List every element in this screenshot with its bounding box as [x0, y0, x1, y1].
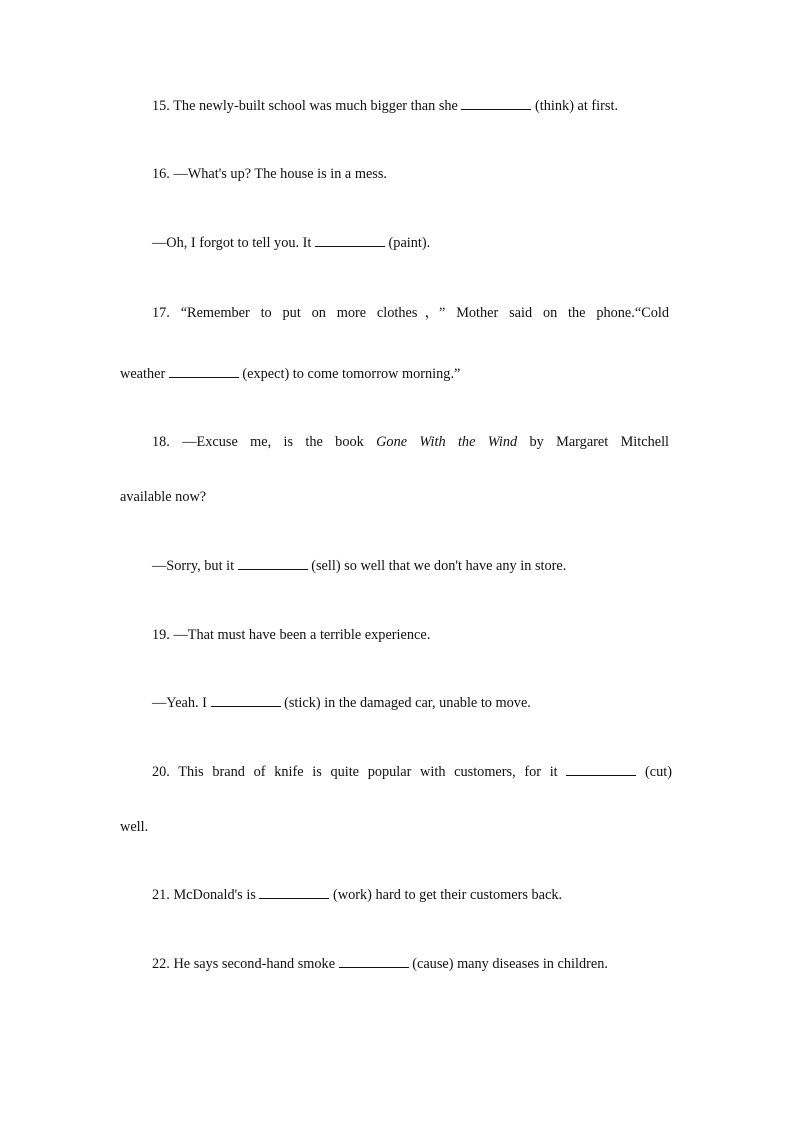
- question-22: [152, 955, 608, 973]
- question-16-reply: [152, 234, 430, 252]
- question-text: —Oh, I forgot to tell you. It: [152, 235, 312, 251]
- question-text: (think) at first.: [535, 98, 619, 114]
- question-text: McDonald's is: [173, 887, 256, 903]
- question-text: —Yeah. I: [152, 695, 207, 711]
- question-text: (expect) to come tomorrow morning.”: [242, 366, 461, 382]
- question-text: (cause) many diseases in children.: [412, 956, 608, 972]
- question-text: This brand of knife is quite popular with customers, for it: [178, 764, 558, 780]
- question-text: The newly-built school was much bigger than she: [173, 98, 458, 114]
- question-text: (paint).: [388, 235, 431, 251]
- question-text: He says second-hand smoke: [173, 956, 336, 972]
- question-text: —What's up? The house is in a mess.: [173, 166, 388, 182]
- question-19: [152, 626, 430, 644]
- answer-blank[interactable]: [339, 955, 409, 968]
- answer-blank[interactable]: [315, 234, 385, 247]
- question-17: [152, 304, 669, 322]
- answer-blank[interactable]: [259, 886, 329, 899]
- question-text: (cut): [644, 764, 672, 780]
- question-text: (work) hard to get their customers back.: [333, 887, 563, 903]
- question-text: —That must have been a terrible experience.: [173, 627, 431, 643]
- question-text: available now?: [120, 489, 207, 505]
- question-number: 20.: [152, 764, 170, 780]
- question-20-cont: [120, 818, 148, 836]
- question-number: 16.: [152, 166, 170, 182]
- question-number: 18.: [152, 434, 170, 450]
- question-number: 22.: [152, 956, 170, 972]
- question-18: [152, 433, 669, 451]
- question-number: 21.: [152, 887, 170, 903]
- question-21: [152, 886, 562, 904]
- answer-blank[interactable]: [566, 763, 636, 776]
- answer-blank[interactable]: [211, 694, 281, 707]
- question-text: —Sorry, but it: [152, 558, 235, 574]
- answer-blank[interactable]: [169, 365, 239, 378]
- book-title: Gone With the Wind: [376, 434, 518, 450]
- question-number: 15.: [152, 98, 170, 114]
- question-number: 17.: [152, 305, 170, 321]
- answer-blank[interactable]: [461, 97, 531, 110]
- question-18-cont: [120, 488, 206, 506]
- question-number: 19.: [152, 627, 170, 643]
- question-15: [152, 97, 618, 115]
- question-16: [152, 165, 387, 183]
- question-20: [152, 763, 672, 781]
- question-17-cont: [120, 365, 460, 383]
- question-text: —Excuse me, is the book: [182, 434, 364, 450]
- answer-blank[interactable]: [238, 557, 308, 570]
- question-19-reply: [152, 694, 531, 712]
- question-text: (sell) so well that we don't have any in store.: [311, 558, 567, 574]
- question-text: weather: [120, 366, 166, 382]
- question-18-reply: [152, 557, 566, 575]
- question-text: well.: [120, 819, 149, 835]
- question-text: by Margaret Mitchell: [529, 434, 670, 450]
- question-text: “Remember to put on more clothes，” Mother said on the phone.“Cold: [180, 305, 669, 321]
- question-text: (stick) in the damaged car, unable to move.: [284, 695, 531, 711]
